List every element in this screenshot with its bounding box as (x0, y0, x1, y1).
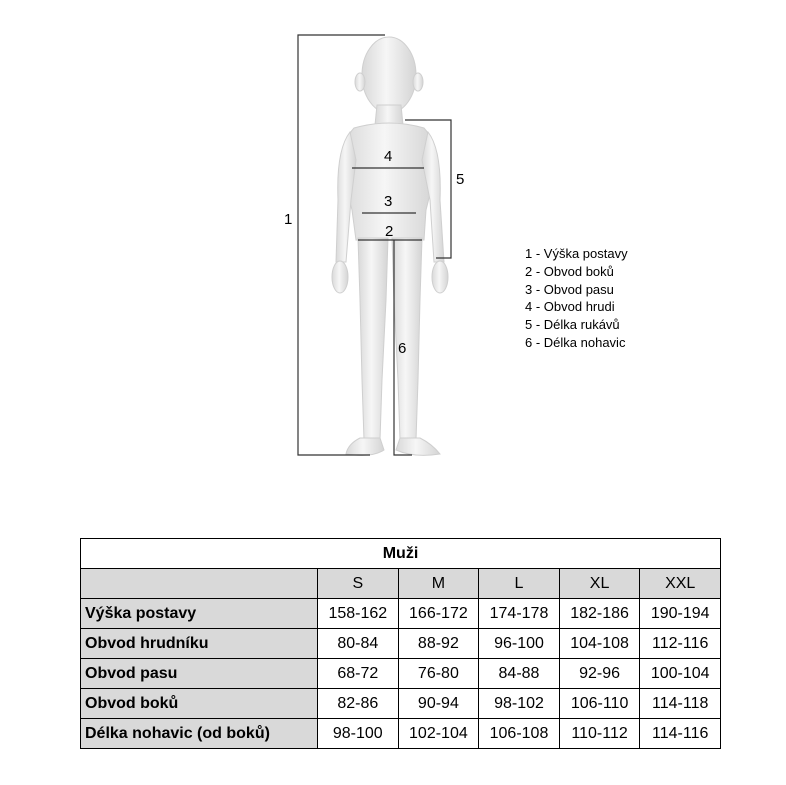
legend-item: 2 - Obvod boků (525, 263, 614, 279)
table-cell: 98-102 (479, 689, 560, 719)
table-cell: 98-100 (318, 719, 399, 749)
marker-1: 1 (284, 211, 293, 228)
legend-item: 1 - Výška postavy (525, 246, 628, 261)
row-label: Výška postavy (81, 599, 318, 629)
size-header: S (318, 569, 399, 599)
table-cell: 90-94 (398, 689, 479, 719)
table-cell: 76-80 (398, 659, 479, 689)
measurement-legend (525, 245, 628, 352)
row-label: Obvod pasu (81, 659, 318, 689)
table-row (81, 659, 721, 689)
marker-4: 4 (384, 148, 393, 165)
table-cell: 114-116 (640, 719, 721, 749)
table-cell: 104-108 (559, 629, 640, 659)
table-row (81, 689, 721, 719)
table-cell: 190-194 (640, 599, 721, 629)
table-cell: 100-104 (640, 659, 721, 689)
marker-6: 6 (398, 340, 407, 357)
table-cell: 68-72 (318, 659, 399, 689)
table-cell: 102-104 (398, 719, 479, 749)
legend-item: 4 - Obvod hrudi (525, 299, 615, 315)
table-cell: 112-116 (640, 629, 721, 659)
size-header: L (479, 569, 560, 599)
mannequin-body (332, 37, 448, 455)
table-cell: 82-86 (318, 689, 399, 719)
size-table (80, 538, 721, 749)
size-header: XL (559, 569, 640, 599)
table-cell: 92-96 (559, 659, 640, 689)
table-row (81, 599, 721, 629)
row-label: Obvod boků (81, 689, 318, 719)
table-cell: 106-108 (479, 719, 560, 749)
table-cell: 174-178 (479, 599, 560, 629)
table-cell: 88-92 (398, 629, 479, 659)
size-header-row (81, 569, 721, 599)
table-title: Muži (81, 539, 721, 569)
table-cell: 96-100 (479, 629, 560, 659)
table-cell: 158-162 (318, 599, 399, 629)
marker-2: 2 (385, 223, 394, 240)
row-label: Délka nohavic (od boků) (81, 719, 318, 749)
table-cell: 80-84 (318, 629, 399, 659)
size-header: M (398, 569, 479, 599)
table-cell: 110-112 (559, 719, 640, 749)
size-header: XXL (640, 569, 721, 599)
table-cell: 106-110 (559, 689, 640, 719)
legend-item: 3 - Obvod pasu (525, 281, 614, 297)
legend-item: 5 - Délka rukávů (525, 317, 620, 333)
table-cell: 114-118 (640, 689, 721, 719)
legend-item: 6 - Délka nohavic (525, 334, 626, 350)
header-blank-cell (81, 569, 318, 599)
table-cell: 166-172 (398, 599, 479, 629)
marker-3: 3 (384, 193, 393, 210)
row-label: Obvod hrudníku (81, 629, 318, 659)
table-cell: 84-88 (479, 659, 560, 689)
table-cell: 182-186 (559, 599, 640, 629)
marker-5: 5 (456, 171, 465, 188)
table-row (81, 719, 721, 749)
table-row (81, 629, 721, 659)
